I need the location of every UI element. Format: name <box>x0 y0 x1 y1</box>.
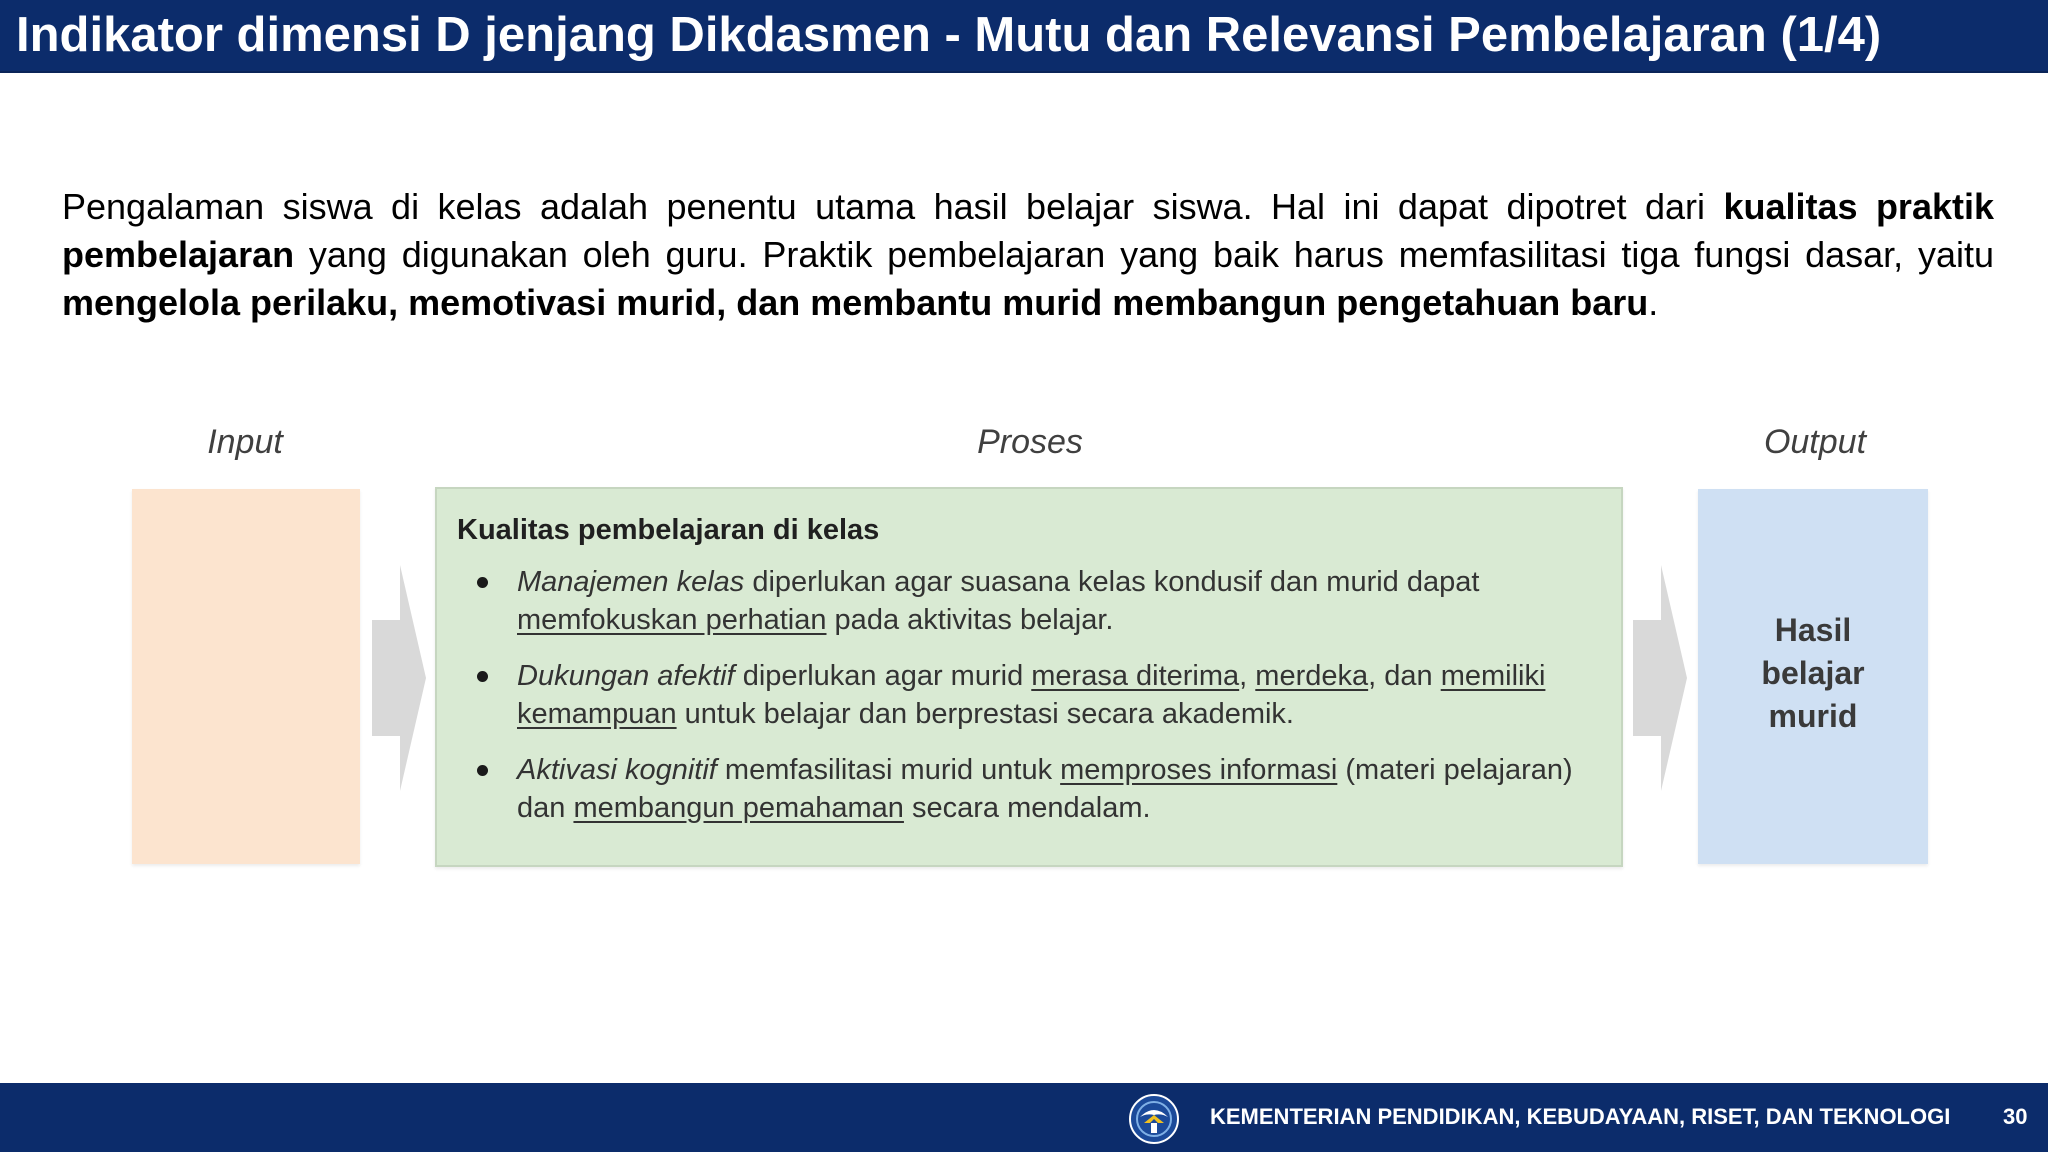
bullet-icon <box>477 577 488 588</box>
item-text: pada aktivitas belajar. <box>826 604 1114 636</box>
intro-bold-2: mengelola perilaku, memotivasi murid, dan membantu murid membangun pengetahuan baru <box>62 282 1649 323</box>
item-underline: memproses informasi <box>1060 754 1338 786</box>
item-underline: merasa diterima <box>1031 660 1240 692</box>
item-text: , dan <box>1368 660 1441 692</box>
intro-paragraph <box>62 183 1994 327</box>
output-box <box>1698 489 1928 864</box>
item-underline: memiliki kemampuan <box>517 660 1546 730</box>
process-title: Kualitas pembelajaran di kelas <box>457 514 880 546</box>
item-text: diperlukan agar murid <box>734 660 1032 692</box>
arrow-right-icon <box>372 565 426 791</box>
footer-bar <box>0 1083 2048 1152</box>
bullet-icon <box>477 765 488 776</box>
item-underline: memfokuskan perhatian <box>517 604 827 636</box>
output-line: belajar <box>1761 655 1865 691</box>
process-box <box>435 487 1623 867</box>
intro-text-3: . <box>1648 282 1659 323</box>
process-label: Proses <box>977 423 1083 461</box>
item-text: untuk belajar dan berprestasi secara akademik. <box>676 698 1294 730</box>
list-item-classroom-management <box>437 563 1617 639</box>
list-item-affective-support <box>437 657 1617 733</box>
input-label: Input <box>207 423 283 461</box>
item-term: Manajemen kelas <box>517 566 745 598</box>
item-text: secara mendalam. <box>903 792 1151 824</box>
output-line: murid <box>1768 698 1858 734</box>
list-item-cognitive-activation <box>437 751 1617 827</box>
slide-title: Indikator dimensi D jenjang Dikdasmen - Mutu dan Relevansi Pembelajaran (1/4) <box>16 8 1882 62</box>
item-term: Dukungan afektif <box>517 660 735 692</box>
input-box <box>132 489 360 864</box>
item-text: , <box>1239 660 1256 692</box>
output-text <box>1698 609 1928 738</box>
tut-wuri-handayani-logo-icon <box>1128 1093 1180 1145</box>
intro-text-1: Pengalaman siswa di kelas adalah penentu utama hasil belajar siswa. Hal ini dapat dipotret dari <box>62 186 1724 227</box>
output-label: Output <box>1763 423 1867 461</box>
intro-text-2: yang digunakan oleh guru. Praktik pembelajaran yang baik harus memfasilitasi tiga fungsi dasar, yaitu <box>294 234 1994 275</box>
item-term: Aktivasi kognitif <box>517 754 717 786</box>
item-text: (materi pelajaran) dan <box>517 754 1573 824</box>
intro-bold-1: kualitas praktik pembelajaran <box>62 186 1994 275</box>
item-text: memfasilitasi murid untuk <box>716 754 1061 786</box>
output-line: Hasil <box>1774 612 1852 648</box>
process-list <box>437 563 1617 845</box>
bullet-icon <box>477 671 488 682</box>
page-number: 30 <box>2003 1104 2028 1129</box>
arrow-right-icon <box>1633 565 1687 791</box>
footer-ministry-name: KEMENTERIAN PENDIDIKAN, KEBUDAYAAN, RISET, DAN TEKNOLOGI <box>1210 1104 1951 1129</box>
item-underline: membangun pemahaman <box>573 792 904 824</box>
item-underline: merdeka <box>1255 660 1369 692</box>
header-bar <box>0 0 2048 73</box>
item-text: diperlukan agar suasana kelas kondusif dan murid dapat <box>744 566 1480 598</box>
